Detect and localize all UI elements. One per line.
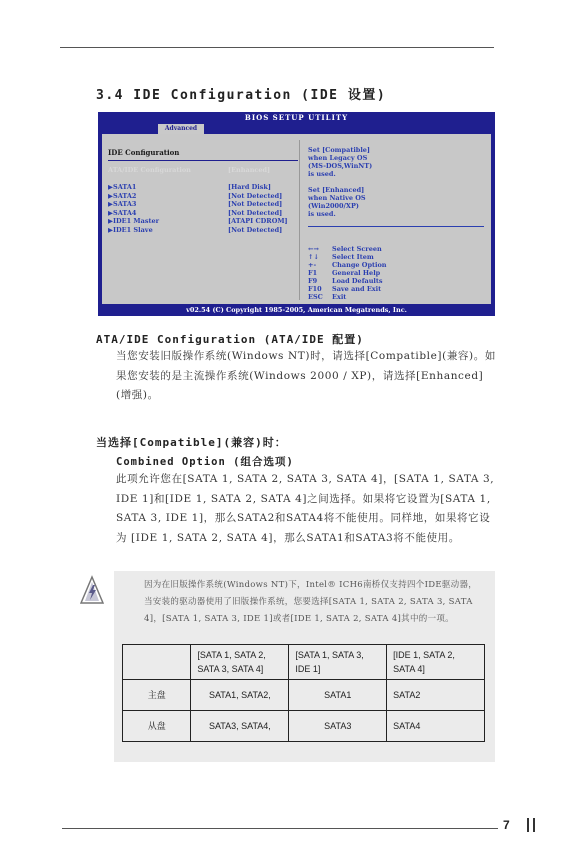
setting-sata1[interactable]: ▶SATA1 [108,183,137,191]
table-cell: SATA1, SATA2, [191,680,289,711]
help-line: when Native OS [308,194,366,202]
bios-settings [108,146,308,296]
key-row: F10 Save and Exit [308,285,382,293]
key-row: +- Change Option [308,261,387,269]
table-row [123,711,485,742]
bios-panel [102,134,491,304]
compat-heading: 当选择[Compatible](兼容)时： [96,436,287,449]
combined-option-heading: Combined Option (组合选项) [116,456,294,468]
drive-mapping-table [122,644,485,742]
setting-sata3[interactable]: ▶SATA3 [108,200,137,208]
table-row [123,645,485,680]
setting-ata-ide-config[interactable]: ATA/IDE Configuration [108,166,191,174]
setting-ide1-master-value: [ATAPI CDROM] [228,217,288,225]
top-rule [60,47,494,48]
setting-ata-ide-value[interactable]: [Enhanced] [228,166,271,174]
help-line: Set [Compatible] [308,146,371,154]
section-title: 3.4 IDE Configuration (IDE 设置) [96,88,387,103]
table-cell [123,645,191,680]
key-row: ←→ Select Screen [308,245,382,253]
help-line: (MS-DOS,WinNT) [308,162,373,170]
key-row: F1 General Help [308,269,381,277]
setting-ide1-slave-value: [Not Detected] [228,225,283,234]
footer-bar [533,818,535,832]
table-cell: SATA4 [387,711,485,742]
note-text: 因为在旧版操作系统(Windows NT)下，Intel® ICH6南桥仅支持四个IDE驱动器，当安装的驱动器使用了旧版操作系统，您要选择[SATA 1, SATA 2, SATA 3, SATA 4]，[SATA 1, SATA 3, IDE 1]或者[IDE 1, SATA 2, SATA 4]其中的一项。 [144,580,478,624]
table-cell: [IDE 1, SATA 2, SATA 4] [387,645,485,680]
note-box [114,571,495,762]
table-cell: SATA2 [387,680,485,711]
help-line: is used. [308,170,336,178]
key-row: F9 Load Defaults [308,277,383,285]
bios-help-pane [308,140,488,300]
table-row [123,680,485,711]
table-cell: SATA3 [289,711,387,742]
title-underline [108,160,298,161]
setting-sata1-value: [Hard Disk] [228,183,272,191]
help-line: is used. [308,210,336,218]
table-cell: 从盘 [123,711,191,742]
setting-ide1-master[interactable]: ▶IDE1 Master [108,217,160,225]
help-line: (Win2000/XP) [308,202,359,210]
warning-icon [80,575,104,605]
tab-advanced[interactable]: Advanced [158,124,204,134]
setting-sata2[interactable]: ▶SATA2 [108,191,137,200]
page-number: 7 [503,818,510,832]
ata-paragraph: 当您安装旧版操作系统(Windows NT)时，请选择[Compatible](兼容)。如果您安装的是主流操作系统(Windows 2000 / XP)，请选择[Enhanced](增强)。 [116,350,496,401]
table-cell: SATA3, SATA4, [191,711,289,742]
setting-ide1-slave[interactable]: ▶IDE1 Slave [108,225,153,234]
ata-heading: ATA/IDE Configuration (ATA/IDE 配置) [96,333,364,346]
bios-screen [98,112,495,316]
bios-divider [299,140,300,300]
bottom-rule [62,828,498,829]
panel-title: IDE Configuration [108,148,180,157]
setting-sata2-value: [Not Detected] [228,191,283,200]
table-cell: [SATA 1, SATA 3, IDE 1] [289,645,387,680]
setting-sata4[interactable]: ▶SATA4 [108,208,137,217]
help-line: Set [Enhanced] [308,186,365,194]
key-row: ↑↓ Select Item [308,253,374,261]
table-cell: [SATA 1, SATA 2, SATA 3, SATA 4] [191,645,289,680]
key-row: ESC Exit [308,293,347,301]
setting-sata4-value: [Not Detected] [228,208,283,217]
bios-footer: v02.54 (C) Copyright 1985-2005, American Megatrends, Inc. [186,306,407,314]
compat-paragraph: 此项允许您在[SATA 1, SATA 2, SATA 3, SATA 4]，[SATA 1, SATA 3, IDE 1]和[IDE 1, SATA 2, SATA 4]之间选择。如果将它设置为[SATA 1, SATA 3, IDE 1]，那么SATA2和SATA4将不能使用。同样地，如果将它设为 [IDE 1, SATA 2, SATA 4]，那么SATA1和SATA3将不能使用。 [116,473,495,544]
bios-header: BIOS SETUP UTILITY [244,113,349,122]
help-separator [308,226,484,227]
footer-bar [527,818,529,832]
help-line: when Legacy OS [308,154,368,162]
table-cell: 主盘 [123,680,191,711]
table-cell: SATA1 [289,680,387,711]
setting-sata3-value: [Not Detected] [228,200,283,208]
